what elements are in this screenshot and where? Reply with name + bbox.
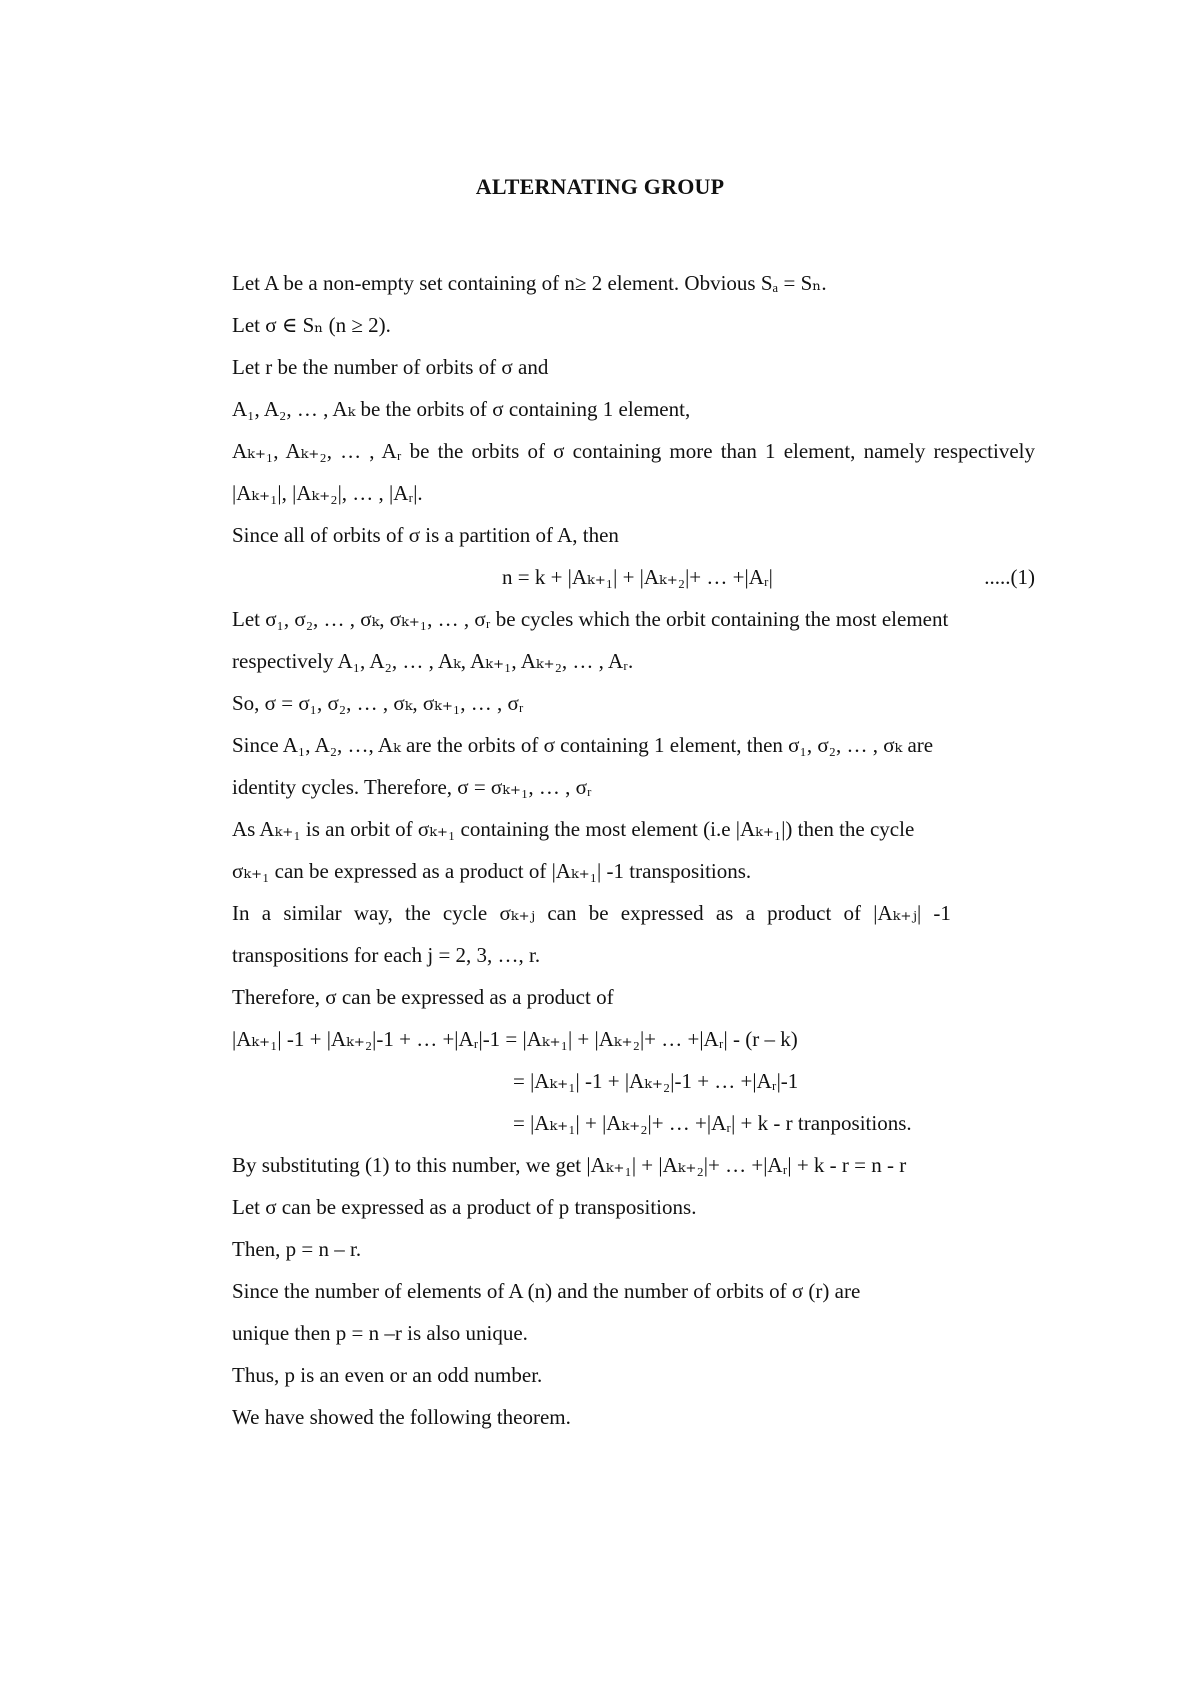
text-line: respectively A₁, A₂, … , Aₖ, Aₖ₊₁, Aₖ₊₂, … , Aᵣ. bbox=[232, 649, 634, 673]
text-line: As Aₖ₊₁ is an orbit of σₖ₊₁ containing the most element (i.e |Aₖ₊₁|) then the cycle bbox=[232, 817, 915, 841]
text-line: By substituting (1) to this number, we get |Aₖ₊₁| + |Aₖ₊₂|+ … +|Aᵣ| + k - r = n - r bbox=[232, 1153, 907, 1177]
text-line: Let r be the number of orbits of σ and bbox=[232, 355, 549, 379]
text-line: Since the number of elements of A (n) and the number of orbits of σ (r) are bbox=[232, 1279, 861, 1303]
text-line: Thus, p is an even or an odd number. bbox=[232, 1363, 543, 1387]
text-line: Therefore, σ can be expressed as a product of bbox=[232, 985, 614, 1009]
text-line: So, σ = σ₁, σ₂, … , σₖ, σₖ₊₁, … , σᵣ bbox=[232, 691, 524, 715]
text-line: Let σ₁, σ₂, … , σₖ, σₖ₊₁, … , σᵣ be cycles which the orbit containing the most element bbox=[232, 607, 949, 631]
derivation-line: = |Aₖ₊₁| -1 + |Aₖ₊₂|-1 + … +|Aᵣ|-1 bbox=[513, 1069, 799, 1093]
document-body bbox=[232, 262, 1035, 1438]
text-line: We have showed the following theorem. bbox=[232, 1405, 571, 1429]
text-line: Since all of orbits of σ is a partition of A, then bbox=[232, 523, 619, 547]
text-line: In a similar way, the cycle σₖ₊ⱼ can be expressed as a product of |Aₖ₊ⱼ| -1 bbox=[232, 901, 951, 925]
text-line: unique then p = n –r is also unique. bbox=[232, 1321, 528, 1345]
derivation-line: = |Aₖ₊₁| + |Aₖ₊₂|+ … +|Aᵣ| + k - r tranpositions. bbox=[513, 1111, 912, 1135]
text-line: Then, p = n – r. bbox=[232, 1237, 362, 1261]
text-paragraph: Aₖ₊₁, Aₖ₊₂, … , Aᵣ be the orbits of σ containing more than 1 element, namely respectively |Aₖ₊₁|, |Aₖ₊₂|, … , |Aᵣ|. bbox=[232, 439, 1035, 505]
text-line: σₖ₊₁ can be expressed as a product of |Aₖ₊₁| -1 transpositions. bbox=[232, 859, 752, 883]
text-line: Let A be a non-empty set containing of n≥ 2 element. Obvious Sₐ = Sₙ. bbox=[232, 271, 827, 295]
text-line: transpositions for each j = 2, 3, …, r. bbox=[232, 943, 541, 967]
text-line: identity cycles. Therefore, σ = σₖ₊₁, … , σᵣ bbox=[232, 775, 592, 799]
derivation-line: |Aₖ₊₁| -1 + |Aₖ₊₂|-1 + … +|Aᵣ|-1 = |Aₖ₊₁| + |Aₖ₊₂|+ … +|Aᵣ| - (r – k) bbox=[232, 1027, 798, 1051]
equation-number: .....(1) bbox=[984, 565, 1035, 589]
page-title: ALTERNATING GROUP bbox=[475, 174, 725, 199]
equation-1 bbox=[232, 556, 1035, 598]
text-line: Let σ can be expressed as a product of p transpositions. bbox=[232, 1195, 697, 1219]
text-line: A₁, A₂, … , Aₖ be the orbits of σ containing 1 element, bbox=[232, 397, 691, 421]
equation-text: n = k + |Aₖ₊₁| + |Aₖ₊₂|+ … +|Aᵣ| bbox=[502, 565, 773, 589]
text-line: Since A₁, A₂, …, Aₖ are the orbits of σ containing 1 element, then σ₁, σ₂, … , σₖ are bbox=[232, 733, 934, 757]
text-line: Let σ ∈ Sₙ (n ≥ 2). bbox=[232, 313, 391, 337]
